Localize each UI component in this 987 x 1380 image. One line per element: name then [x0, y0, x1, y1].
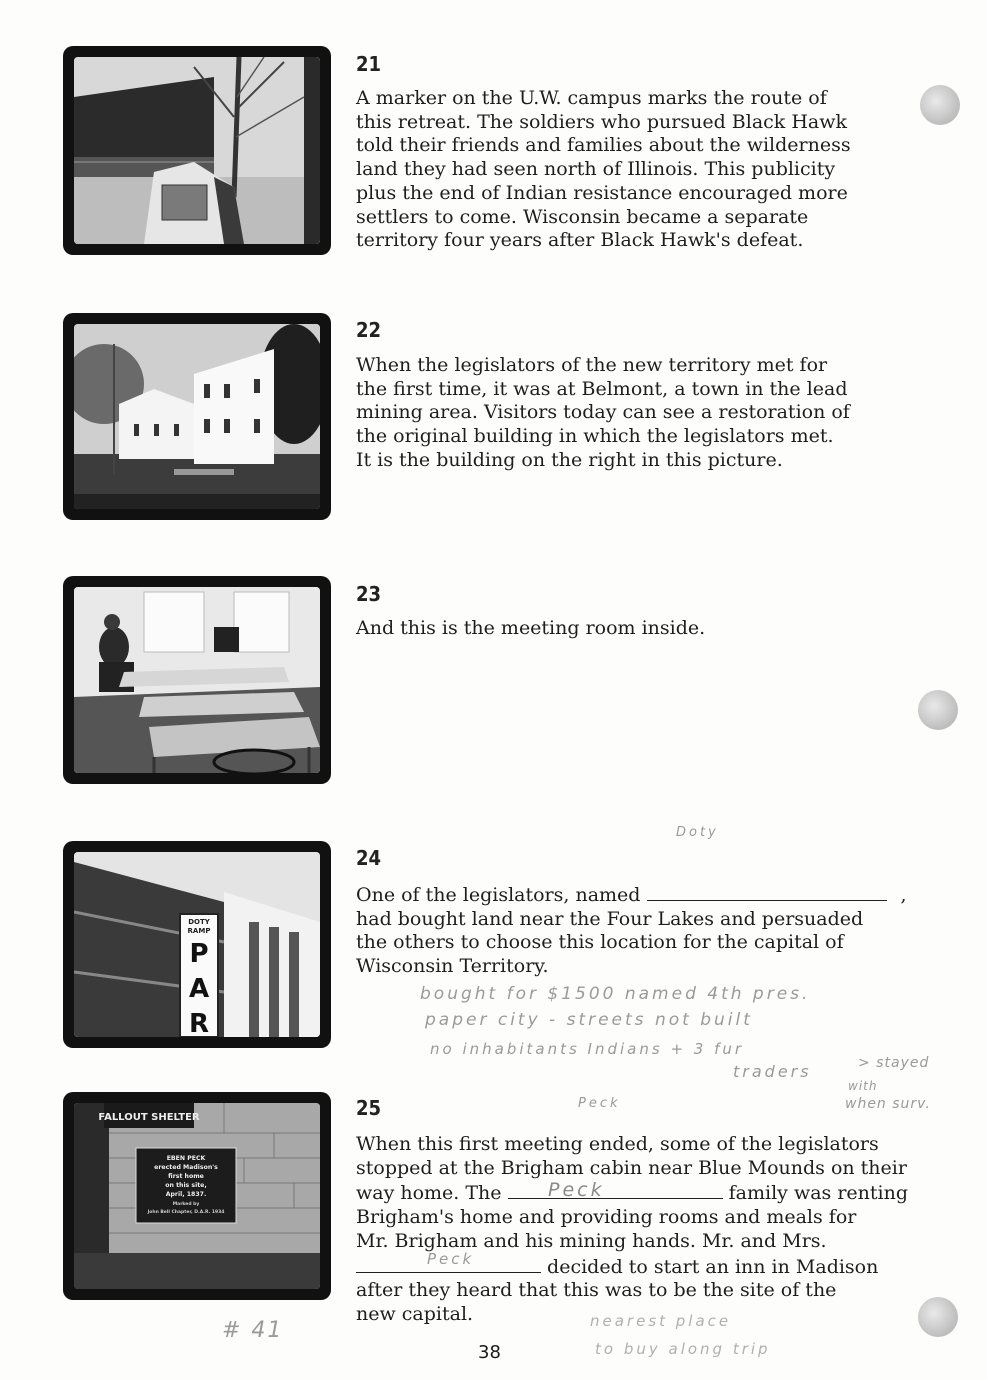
text-line: way home. The family was renting	[356, 1182, 908, 1205]
handwritten-nearest-1: nearest place	[590, 1312, 732, 1330]
handwritten-peck-small: Peck	[578, 1096, 621, 1111]
handwritten-corner-number: # 41	[222, 1318, 284, 1343]
photo-belmont-capitol	[63, 313, 331, 520]
handwritten-note-7: when surv.	[845, 1096, 931, 1112]
photo-peck-plaque	[63, 1092, 331, 1300]
text-line: When the legislators of the new territory met for	[356, 354, 828, 376]
plaque-line-5: April, 1837.	[165, 1191, 207, 1198]
peck-plaque-image	[74, 1103, 320, 1289]
photo-doty-ramp	[63, 841, 331, 1048]
photo-campus-marker	[63, 46, 331, 255]
text-line: land they had seen north of Illinois. This publicity	[356, 158, 836, 181]
text-line: settlers to come. Wisconsin became a separate	[356, 205, 809, 228]
text-line: When this first meeting ended, some of the legislators	[356, 1133, 879, 1155]
handwritten-note-1: bought for $1500 named 4th pres.	[420, 984, 811, 1004]
text-line: A marker on the U.W. campus marks the route of	[356, 87, 827, 109]
handwritten-nearest-2: to buy along trip	[595, 1340, 771, 1358]
belmont-capitol-image	[74, 324, 320, 509]
handwritten-note-2: paper city - streets not built	[425, 1010, 753, 1030]
text-line: It is the building on the right in this picture.	[356, 448, 783, 471]
section-number-24: 24	[356, 846, 382, 870]
binder-hole	[918, 690, 958, 730]
handwritten-doty: Doty	[676, 825, 719, 840]
ramp-letter-a: A	[188, 974, 210, 1004]
section-text-23	[356, 617, 929, 641]
page-number: 38	[478, 1342, 501, 1363]
text-line: the others to choose this location for the capital of	[356, 931, 844, 954]
campus-marker-image	[74, 57, 320, 244]
handwritten-note-5: > stayed	[858, 1055, 930, 1071]
text-line: decided to start an inn in Madison	[356, 1254, 929, 1280]
photo-meeting-room	[63, 576, 331, 784]
section-text-25	[356, 1133, 929, 1327]
ramp-letter-p: P	[189, 939, 209, 969]
plaque-line-1: EBEN PECK	[166, 1155, 206, 1162]
text-line: And this is the meeting room inside.	[356, 617, 706, 639]
text-line: had bought land near the Four Lakes and persuaded	[356, 907, 864, 930]
text-line: Wisconsin Territory.	[356, 955, 549, 978]
fallout-sign: FALLOUT SHELTER	[98, 1112, 200, 1123]
handwritten-peck-blank-1: Peck	[548, 1179, 605, 1201]
text-line: One of the legislators, named ,	[356, 884, 907, 906]
text-line: new capital.	[356, 1302, 474, 1325]
text-line: the original building in which the legislators met.	[356, 425, 834, 448]
text-line: Brigham's home and providing rooms and meals for	[356, 1206, 857, 1229]
family-name-blank[interactable]	[508, 1180, 723, 1199]
plaque-line-7: John Bell Chapter, D.A.R. 1934	[147, 1210, 225, 1215]
text-line: Mr. Brigham and his mining hands. Mr. and Mrs.	[356, 1229, 827, 1252]
section-number-25: 25	[356, 1096, 382, 1120]
handwritten-note-3: no inhabitants Indians + 3 fur	[430, 1040, 745, 1058]
text-line: this retreat. The soldiers who pursued Black Hawk	[356, 110, 848, 133]
binder-hole	[918, 1297, 958, 1337]
plaque-line-6: Marked by	[172, 1202, 200, 1207]
text-line: the first time, it was at Belmont, a town in the lead	[356, 377, 848, 400]
handwritten-note-6: with	[848, 1079, 878, 1093]
legislator-name-blank[interactable]	[647, 882, 887, 901]
text-line: after they heard that this was to be the site of the	[356, 1279, 837, 1302]
ramp-sign-bottom: RAMP	[187, 927, 211, 935]
section-number-22: 22	[356, 318, 382, 342]
binder-hole	[920, 85, 960, 125]
handwritten-peck-blank-2: Peck	[427, 1250, 475, 1268]
doty-ramp-image	[74, 852, 320, 1037]
ramp-sign-top: DOTY	[188, 918, 210, 926]
text-line: plus the end of Indian resistance encouraged more	[356, 181, 848, 204]
handwritten-note-4: traders	[733, 1062, 812, 1081]
section-text-21	[356, 87, 929, 253]
meeting-room-image	[74, 587, 320, 773]
text-line: mining area. Visitors today can see a restoration of	[356, 401, 850, 424]
text-line: told their friends and families about the wilderness	[356, 134, 851, 157]
plaque-line-2: erected Madison's	[154, 1164, 218, 1171]
plaque-line-3: first home	[168, 1173, 204, 1180]
section-number-21: 21	[356, 52, 382, 76]
section-text-22	[356, 354, 929, 473]
section-number-23: 23	[356, 582, 382, 606]
plaque-line-4: on this site,	[165, 1182, 207, 1189]
text-line: territory four years after Black Hawk's defeat.	[356, 229, 804, 252]
ramp-letter-r: R	[188, 1009, 210, 1037]
text-line: stopped at the Brigham cabin near Blue Mounds on their	[356, 1156, 907, 1179]
section-text-24	[356, 882, 929, 979]
